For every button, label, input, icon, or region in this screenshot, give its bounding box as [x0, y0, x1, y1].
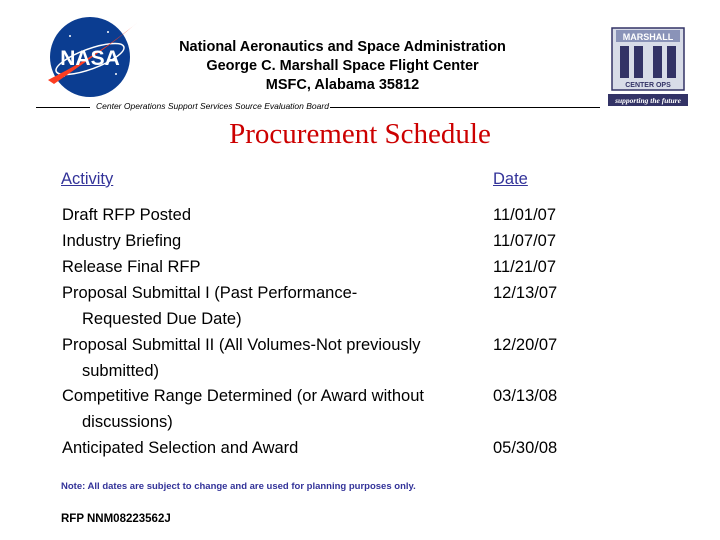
schedule-activity: Competitive Range Determined (or Award without discussions) — [62, 387, 424, 431]
schedule-activity: Draft RFP Posted — [62, 206, 191, 224]
board-name: Center Operations Support Services Source Evaluation Board — [96, 101, 329, 111]
schedule-activity: Anticipated Selection and Award — [62, 439, 299, 457]
schedule-date: 12/13/07 — [493, 284, 558, 302]
date-column-header: Date — [493, 170, 528, 188]
rfp-number: RFP NNM08223562J — [61, 513, 171, 525]
planning-note: Note: All dates are subject to change and are used for planning purposes only. — [61, 481, 416, 492]
header-rule-left — [36, 107, 90, 108]
nasa-logo — [40, 14, 140, 100]
schedule-date: 11/21/07 — [493, 258, 557, 276]
header-rule-right — [330, 107, 600, 108]
schedule-date: 05/30/08 — [493, 439, 558, 457]
marshall-logo — [608, 26, 688, 108]
schedule-activity: Industry Briefing — [62, 232, 182, 250]
schedule-activity: Proposal Submittal I (Past Performance- Requested Due Date) — [62, 284, 358, 328]
center-address: MSFC, Alabama 35812 — [265, 77, 420, 93]
schedule-date: 11/07/07 — [493, 232, 557, 250]
schedule-activity: Proposal Submittal II (All Volumes-Not previously submitted) — [62, 336, 421, 380]
nasa-logo-text: NASA — [60, 47, 120, 70]
page-title: Procurement Schedule — [229, 118, 491, 150]
marshall-logo-subtext: CENTER OPS — [625, 82, 671, 89]
schedule-activity: Release Final RFP — [62, 258, 201, 276]
marshall-logo-text: MARSHALL — [622, 32, 674, 42]
schedule-date: 11/01/07 — [493, 206, 557, 224]
marshall-logo-tagline: supporting the future — [615, 96, 681, 105]
schedule-date: 03/13/08 — [493, 387, 558, 405]
org-name: National Aeronautics and Space Administration — [179, 39, 506, 55]
center-name: George C. Marshall Space Flight Center — [206, 58, 479, 74]
schedule-date: 12/20/07 — [493, 336, 558, 354]
activity-column-header: Activity — [61, 170, 114, 188]
